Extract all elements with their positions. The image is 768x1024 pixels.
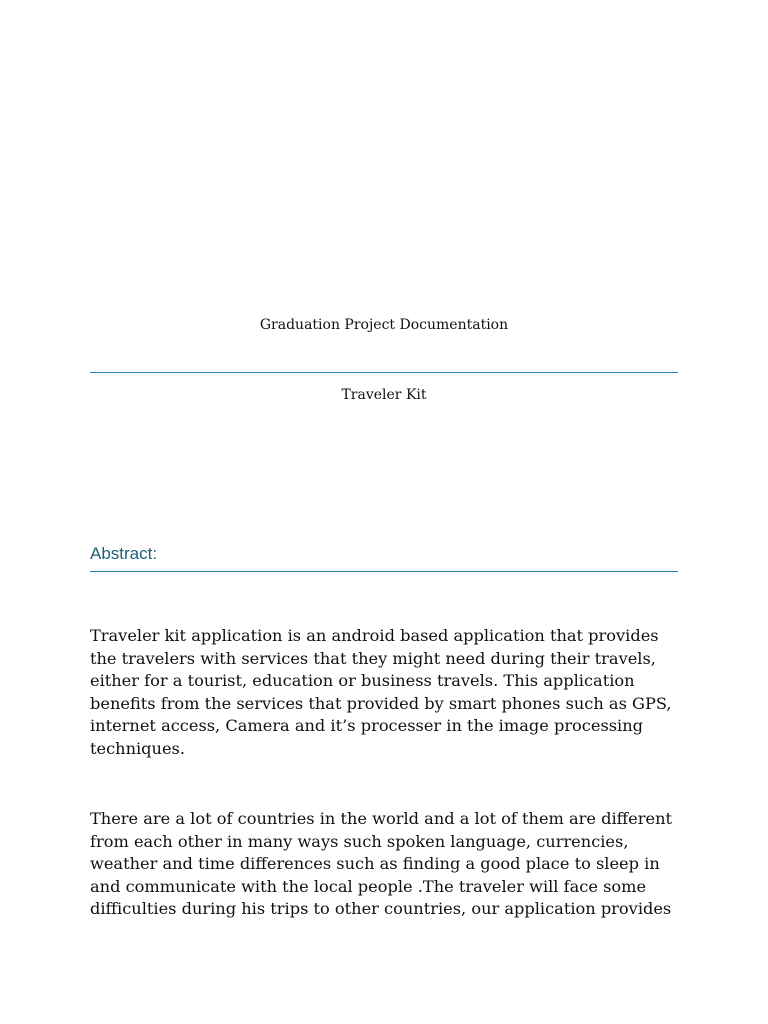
abstract-paragraph: There are a lot of countries in the world and a lot of them are different from each other in many ways such spoken language, currencies, weather and time differences such as finding a good place to sleep in and communicate with the local people .The traveler will face some difficulties during his trips to other countries, our application provides xyxy=(90,809,672,919)
document-subtitle: Graduation Project Documentation xyxy=(259,317,509,333)
document-title: Traveler Kit xyxy=(341,387,427,403)
abstract-paragraph: Traveler kit application is an android based application that provides the travelers with services that they might need during their travels, either for a tourist, education or business travels. This application benefits from the services that provided by smart phones such as GPS, internet access, Camera and it’s processer in the image processing techniques. xyxy=(90,626,672,758)
abstract-divider xyxy=(90,571,678,572)
title-divider xyxy=(90,372,678,373)
abstract-heading: Abstract: xyxy=(90,544,158,563)
